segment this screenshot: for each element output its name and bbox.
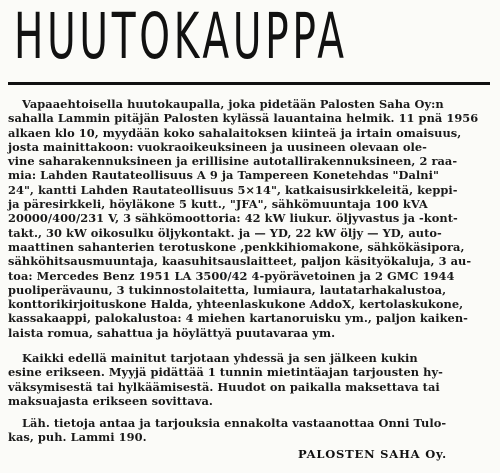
signature-company: PALOSTEN SAHA Oy. [298, 447, 447, 461]
paragraph-sale-terms [8, 351, 443, 408]
text-line: sahalla Lammin pitäjän Palosten kylässä lauantaina helmik. 11 pnä 1956 [8, 111, 479, 126]
headline: HUUTOKAUPPA [14, 0, 348, 73]
text-line: laista romua, sahattua ja höylättyä puutavaraa ym. [8, 325, 336, 340]
text-line: kassakaappi, palokalustoa: 4 miehen kartanoruisku ym., paljon kaiken- [8, 311, 468, 326]
text-line: 20000/400/231 V, 3 sähkömoottoria: 42 kW liukur. öljyvastus ja -kont- [8, 211, 458, 226]
text-line: sähköhitsausmuuntaja, kaasuhitsauslaitteet, paljon käsityökaluja, 3 au- [8, 254, 472, 269]
paragraph-auction-details [8, 97, 478, 340]
text-line: vine saharakennuksineen ja erillisine autotallirakennuksineen, 2 raa- [8, 154, 458, 169]
text-line: Kaikki edellä mainitut tarjotaan yhdessä ja sen jälkeen kukin [22, 351, 418, 365]
text-line: maksuajasta erikseen sovittava. [8, 393, 213, 408]
text-line: puoliperävaunu, 3 tukinnostolaitetta, lumiaura, lautatarhakalustoa, [8, 282, 447, 297]
text-line: konttorikirjoituskone Halda, yhteenlaskukone AddoX, kertolaskukone, [8, 297, 464, 312]
headline-rule [8, 82, 490, 85]
text-line: Vapaaehtoisella huutokaupalla, joka pidetään Palosten Saha Oy:n [22, 97, 444, 111]
text-line: ja päresirkkeli, höyläkone 5 kutt., "JFA", sähkömuuntaja 100 kVA [8, 197, 428, 212]
text-line: takt., 30 kW oikosulku öljykontakt. ja — YD, 22 kW öljy — YD, auto- [8, 225, 442, 240]
text-line: 24", kantti Lahden Rautateollisuus 5×14", katkaisusirkkeleitä, keppi- [8, 182, 458, 197]
text-line: alkaen klo 10, myydään koko sahalaitoksen kiinteä ja irtain omaisuus, [8, 125, 462, 140]
text-line: esine erikseen. Myyjä pidättää 1 tunnin mietintäajan tarjousten hy- [8, 365, 443, 380]
text-line: kas, puh. Lammi 190. [8, 430, 147, 445]
paragraph-contact-info [8, 416, 446, 445]
text-line: toa: Mercedes Benz 1951 LA 3500/42 4-pyörävetoinen ja 2 GMC 1944 [8, 268, 455, 283]
text-line: maattinen sahanterien terotuskone ,penkkihiomakone, sähkökäsipora, [8, 239, 465, 254]
text-line: josta mainittakoon: vuokraoikeuksineen ja uusineen olevaan ole- [8, 139, 427, 154]
text-line: Läh. tietoja antaa ja tarjouksia ennakolta vastaanottaa Onni Tulo- [22, 416, 447, 430]
text-line: väksymisestä tai hylkäämisestä. Huudot on paikalla maksettava tai [8, 379, 440, 394]
text-line: mia: Lahden Rautateollisuus A 9 ja Tampereen Konetehdas "Dalni" [8, 168, 439, 183]
